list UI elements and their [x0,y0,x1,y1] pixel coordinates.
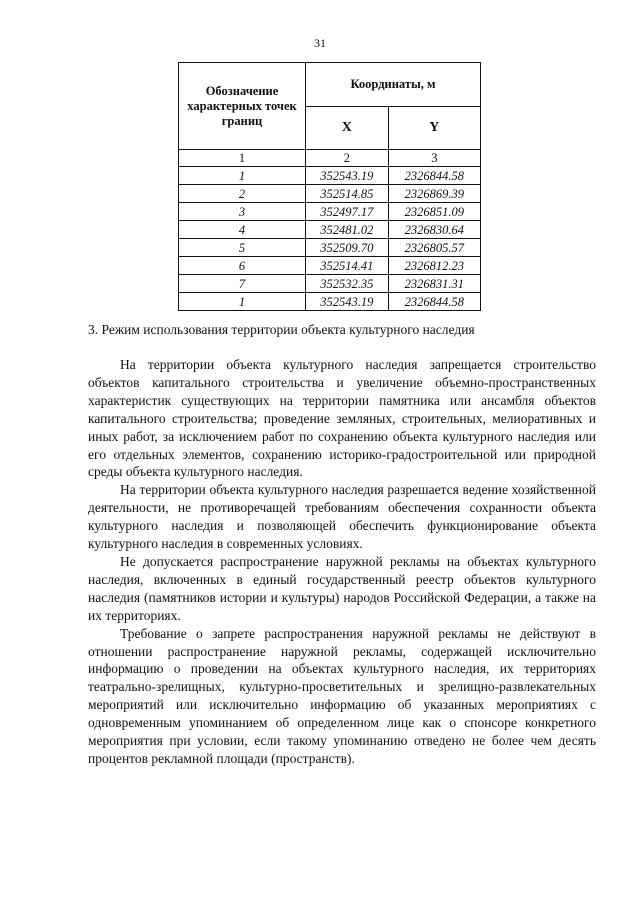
table-row [179,275,481,293]
table-row [179,221,481,239]
y-cell: 2326844.58 [388,167,480,185]
y-cell: 2326831.31 [388,275,480,293]
coordinates-table [178,62,481,311]
table-row [179,239,481,257]
y-cell: 2326805.57 [388,239,480,257]
column-number-row [179,150,481,167]
table-row [179,203,481,221]
point-cell: 2 [179,185,306,203]
page-number: 31 [314,36,326,50]
x-cell: 352481.02 [306,221,389,239]
column-number: 3 [388,150,480,167]
header-point-designation: Обозначение характерных точек границ [179,63,306,150]
paragraph: Не допускается распространение наружной рекламы на объектах культурного наследия, включенных в единый государственный реестр объектов культурного наследия (памятников истории и культуры) народов Российской Федерации, а также на их территориях. [88,553,596,623]
point-cell: 1 [179,293,306,311]
point-cell: 1 [179,167,306,185]
table-row [179,185,481,203]
column-number: 1 [179,150,306,167]
x-cell: 352543.19 [306,293,389,311]
x-cell: 352514.85 [306,185,389,203]
paragraph: На территории объекта культурного наследия разрешается ведение хозяйственной деятельности, не противоречащей требованиям обеспечения сохранности объекта культурного наследия и позволяющей обеспечить функционирование объекта культурного наследия в современных условиях. [88,482,596,552]
table-row [179,167,481,185]
header-coordinates: Координаты, м [306,63,481,107]
x-cell: 352532.35 [306,275,389,293]
table-row [179,257,481,275]
header-x: X [306,107,389,150]
paragraph: На территории объекта культурного наследия запрещается строительство объектов капитального строительства и увеличение объемно-пространственных характеристик существующих на территории памятника или ансамбля объектов капитального строительства; проведение земляных, строительных, мелиоративных и иных работ, за исключением работ по сохранению объекта культурного наследия или его отдельных элементов, сохранению историко-градостроительной или природной среды объекта культурного наследия. [88,357,596,480]
point-cell: 7 [179,275,306,293]
section-title: 3. Режим использования территории объекта культурного наследия [88,322,475,337]
point-cell: 3 [179,203,306,221]
x-cell: 352514.41 [306,257,389,275]
x-cell: 352497.17 [306,203,389,221]
y-cell: 2326844.58 [388,293,480,311]
paragraph: Требование о запрете распространения наружной рекламы не действуют в отношении распространение наружной рекламы, содержащей исключительно информацию о проведении на объектах культурного наследия, их территориях театрально-зрелищных, культурно-просветительных и зрелищно-развлекательных мероприятий или исключительно информацию об указанных мероприятиях с одновременным упоминанием об определенном лице как о спонсоре конкретного мероприятия при условии, если такому упоминанию отведено не более чем десять процентов рекламной площади (пространств). [88,625,596,766]
table-row [179,293,481,311]
y-cell: 2326812.23 [388,257,480,275]
point-cell: 6 [179,257,306,275]
body-text [88,356,596,768]
header-y: Y [388,107,480,150]
y-cell: 2326830.64 [388,221,480,239]
column-number: 2 [306,150,389,167]
y-cell: 2326851.09 [388,203,480,221]
y-cell: 2326869.39 [388,185,480,203]
point-cell: 5 [179,239,306,257]
point-cell: 4 [179,221,306,239]
x-cell: 352509.70 [306,239,389,257]
x-cell: 352543.19 [306,167,389,185]
